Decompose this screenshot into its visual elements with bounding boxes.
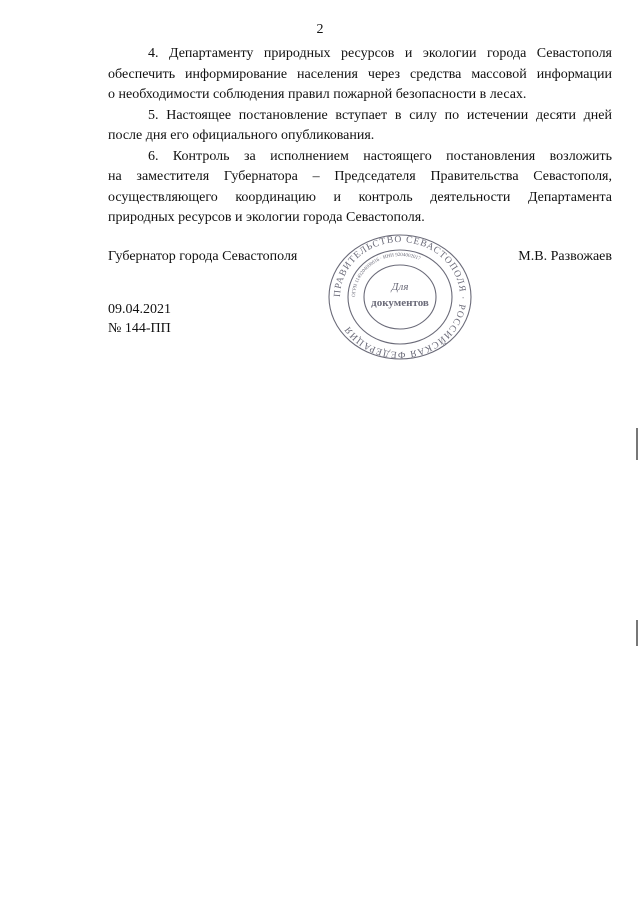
document-body <box>108 44 612 229</box>
paragraph-line: осуществляющего координацию и контроль деятельности Департамента <box>108 189 612 205</box>
paragraph-6 <box>108 147 612 229</box>
seal-outer-text: ПРАВИТЕЛЬСТВО СЕВАСТОПОЛЯ · РОССИЙСКАЯ ФЕДЕРАЦИЯ <box>332 234 468 360</box>
scan-edge-mark <box>636 620 638 646</box>
paragraph-line: обеспечить информирование населения через средства массовой информации <box>108 66 612 82</box>
paragraph-4 <box>108 44 612 106</box>
page-number: 2 <box>316 22 324 37</box>
document-date: 09.04.2021 <box>108 302 171 317</box>
paragraph-line: 6. Контроль за исполнением настоящего постановления возложить <box>148 148 612 164</box>
signatory-title: Губернатор города Севастополя <box>108 249 298 264</box>
seal-inner-text: ОГРН 1149204000016 · ИНН 9204002017 <box>351 252 421 298</box>
official-seal <box>325 232 475 362</box>
paragraph-line: после дня его официального опубликования. <box>108 128 375 143</box>
signatory-name: М.В. Развожаев <box>518 249 612 264</box>
paragraph-line: 5. Настоящее постановление вступает в силу по истечении десяти дней <box>148 107 612 123</box>
scan-edge-mark <box>636 428 638 460</box>
paragraph-5 <box>108 106 612 147</box>
paragraph-line: 4. Департаменту природных ресурсов и экологии города Севастополя <box>148 46 612 61</box>
seal-center-line-2: документов <box>371 297 429 309</box>
paragraph-line: на заместителя Губернатора – Председателя Правительства Севастополя, <box>108 169 612 184</box>
seal-center-line-1: Для <box>391 281 409 293</box>
document-number: № 144-ПП <box>108 321 171 336</box>
paragraph-line: природных ресурсов и экологии города Севастополя. <box>108 210 425 225</box>
paragraph-line: о необходимости соблюдения правил пожарной безопасности в лесах. <box>108 87 527 102</box>
